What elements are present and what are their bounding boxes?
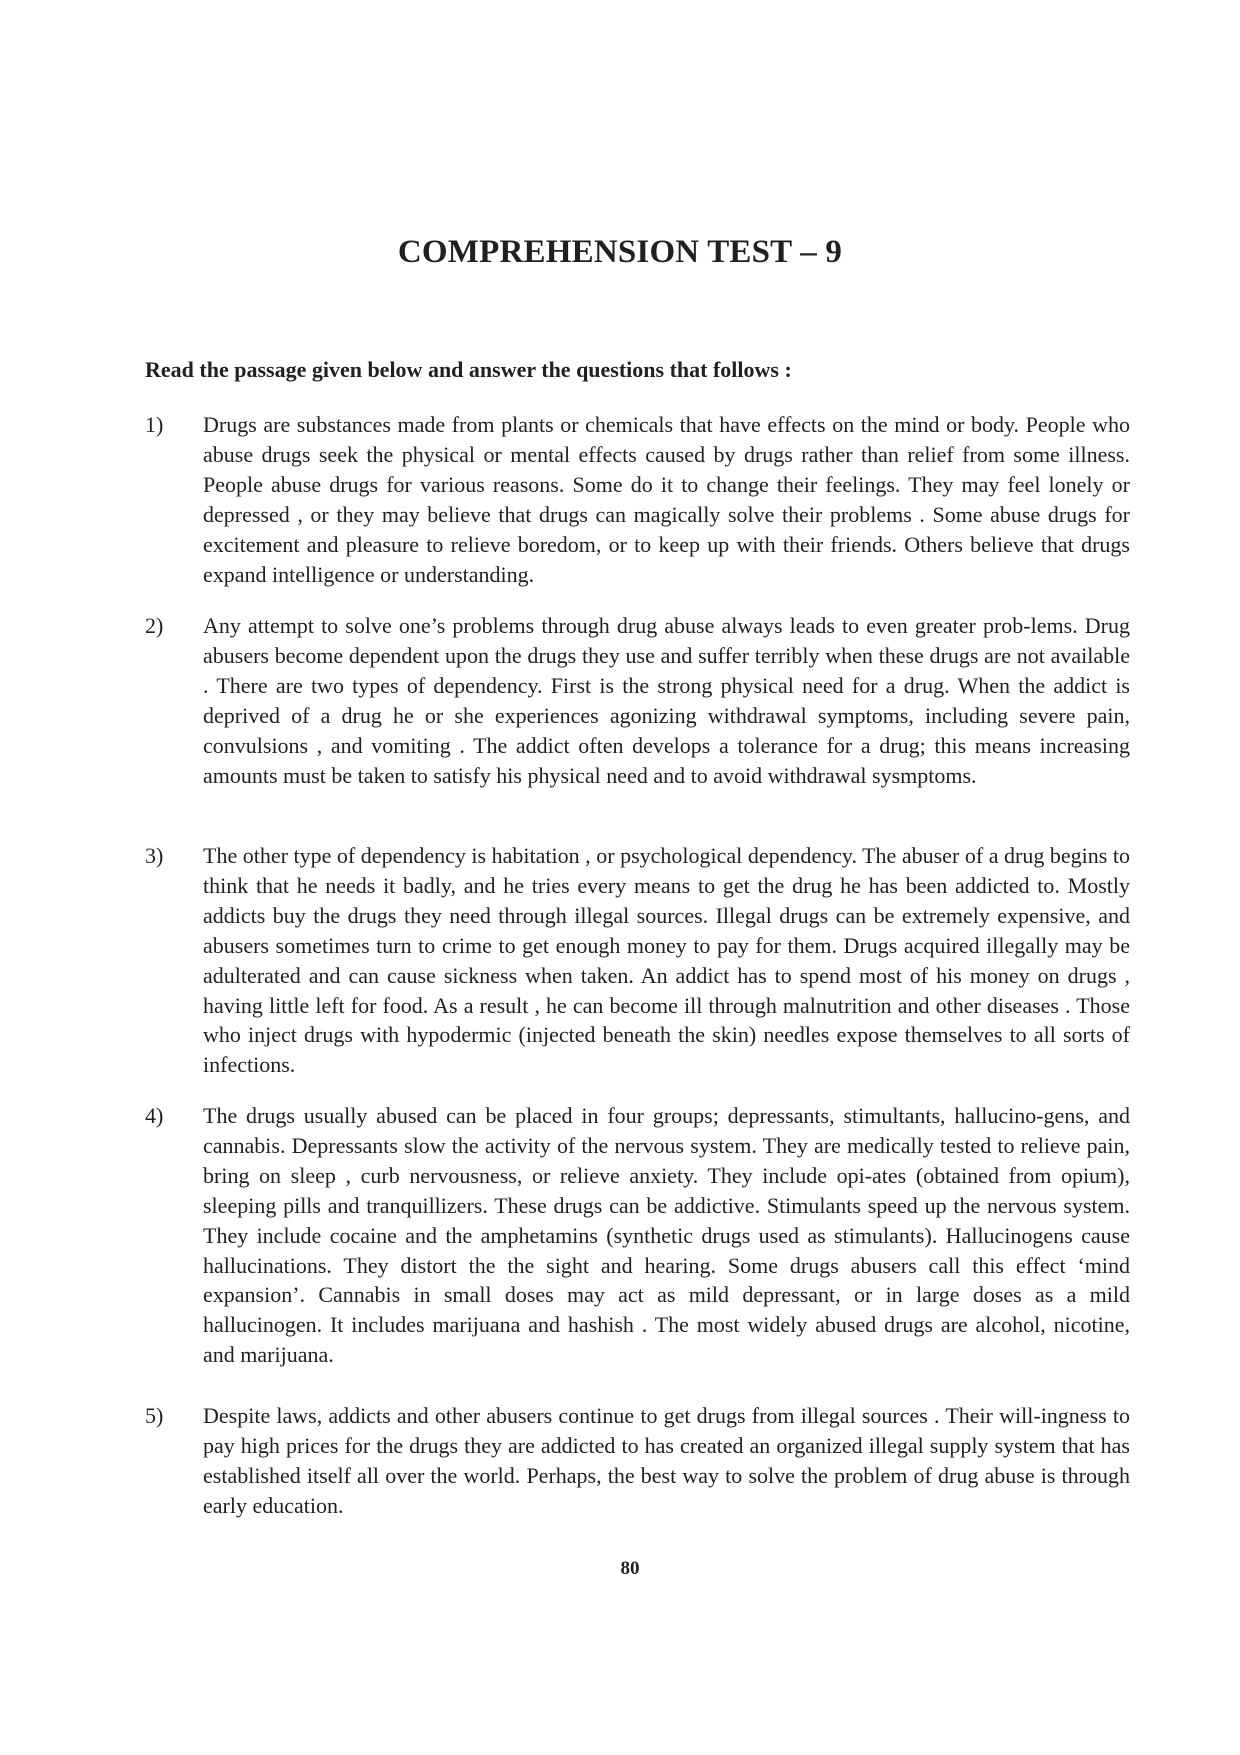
paragraph-1: [145, 410, 1130, 589]
paragraph-number: 3): [145, 843, 164, 868]
paragraph-text: Any attempt to solve one’s problems through drug abuse always leads to even greater prob-lems. Drug abusers become dependent upon the drugs they use and suffer terribly when these drugs are not available . There are two types of dependency. First is the strong physical need for a drug. When the addict is deprived of a drug he or she experiences agonizing withdrawal symptoms, including severe pain, convulsions , and vomiting . The addict often develops a tolerance for a drug; this means increasing amounts must be taken to satisfy his physical need and to avoid withdrawal sysmptoms.: [203, 613, 1130, 788]
page-title: COMPREHENSION TEST – 9: [397, 234, 843, 270]
paragraph-text: The other type of dependency is habitation , or psychological dependency. The abuser of a drug begins to think that he needs it badly, and he tries every means to get the drug he has been addicted to. Mostly addicts buy the drugs they need through illegal sources. Illegal drugs can be extremely expensive, and abusers sometimes turn to crime to get enough money to pay for them. Drugs acquired illegally may be adulterated and can cause sickness when taken. An addict has to spend most of his money on drugs , having little left for food. As a result , he can become ill through malnutrition and other diseases . Those who inject drugs with hypodermic (injected beneath the skin) needles expose themselves to all sorts of infections.: [203, 843, 1130, 1078]
paragraph-number: 1): [145, 412, 164, 437]
paragraph-2: [145, 611, 1130, 790]
paragraph-text: The drugs usually abused can be placed in four groups; depressants, stimultants, hallucino-gens, and cannabis. Depressants slow the activity of the nervous system. They are medically tested to relieve pain, bring on sleep , curb nervousness, or relieve anxiety. They include opi-ates (obtained from opium), sleeping pills and tranquillizers. These drugs can be addictive. Stimulants speed up the nervous system. They include cocaine and the amphetamins (synthetic drugs used as stimulants). Hallucinogens cause hallucinations. They distort the the sight and hearing. Some drugs abusers call this effect ‘mind expansion’. Cannabis in small doses may act as mild depressant, or in large doses as a mild hallucinogen. It includes marijuana and hashish . The most widely abused drugs are alcohol, nicotine, and marijuana.: [203, 1103, 1130, 1368]
paragraph-text: Despite laws, addicts and other abusers continue to get drugs from illegal sources . Their will-ingness to pay high prices for the drugs they are addicted to has created an organized illegal supply system that has established itself all over the world. Perhaps, the best way to solve the problem of drug abuse is through early education.: [203, 1403, 1130, 1518]
page-number: 80: [620, 1558, 640, 1579]
paragraph-text: Drugs are substances made from plants or chemicals that have effects on the mind or body. People who abuse drugs seek the physical or mental effects caused by drugs rather than relief from some illness. People abuse drugs for various reasons. Some do it to change their feelings. They may feel lonely or depressed , or they may believe that drugs can magically solve their problems . Some abuse drugs for excitement and pleasure to relieve boredom, or to keep up with their friends. Others believe that drugs expand intelligence or understanding.: [203, 412, 1130, 587]
instruction-text: Read the passage given below and answer the questions that follows :: [145, 357, 792, 382]
paragraph-number: 2): [145, 613, 164, 638]
paragraph-4: [145, 1101, 1130, 1370]
paragraph-5: [145, 1401, 1130, 1521]
paragraph-3: [145, 841, 1130, 1080]
paragraph-number: 4): [145, 1103, 164, 1128]
paragraph-number: 5): [145, 1403, 164, 1428]
